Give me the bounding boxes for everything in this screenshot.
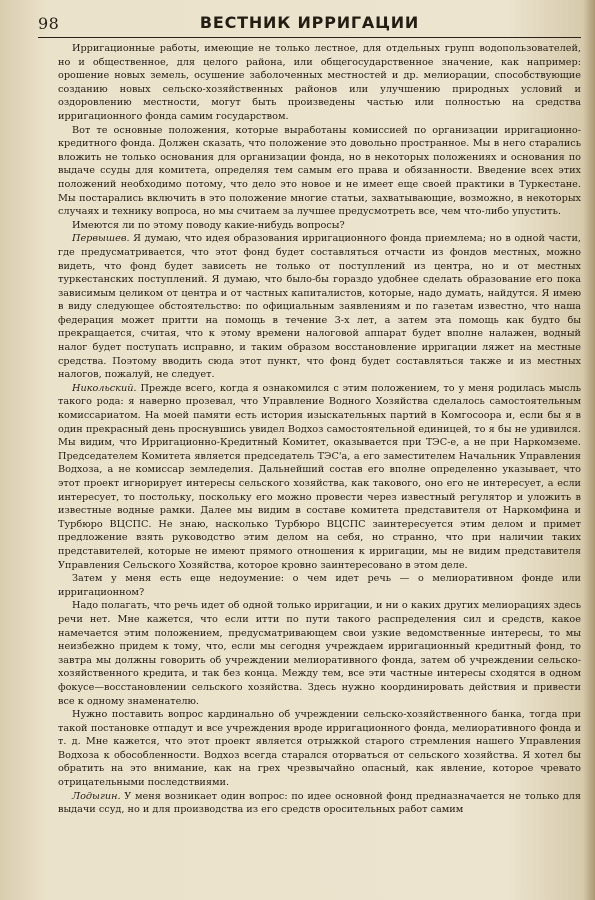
journal-title: ВЕСТНИК ИРРИГАЦИИ (199, 13, 420, 32)
paragraph (58, 219, 581, 233)
paragraph-text: Прежде всего, когда я ознакомился с этим положением, то у меня родилась мысль такого рода: я наверно прозевал, что Управление Водного Хозяйства сделалось самостоятельным комиссариатом. На моей памяти есть история изыскательных партий в Комгосоора и, если бы я в один прекрасный день проснувшись увидел Водхоз самостоятельной единицей, то я бы не удивился. Мы видим, что Ирригационно-Кредитный Комитет, оказывается при ТЭС-е, а не при Наркомземе. Председателем Комитета является председатель ТЭС'а, а его заместителем Начальник Управления Водхоза, а не комиссар земледелия. Дальнейший состав его вполне определенно указывает, что этот проект игнорирует интересы сельского хозяйства, как такового, оно его не интересует, а если интересует, то постольку, поскольку его можно провести через известный регулятор и уложить в известные водные рамки. Далее мы видим в составе комитета представителя от Наркомфина и Турбюро ВЦСПС. Не знаю, насколько Турбюро ВЦСПС заинтересуется этим делом и примет предложение взять руководство этим делом на себя, но странно, что при наличии таких представителей, которые не имеют прямого отношения к ирригации, мы не видим представителя Управления Сельского Хозяйства, которое кровно заинтересовано в этом деле. (58, 382, 581, 571)
article-body (58, 42, 581, 896)
speaker-name: Никольский. (72, 382, 137, 394)
paragraph-text: Нужно поставить вопрос кардинально об учреждении сельско-хозяйственного банка, тогда при такой постановке отпадут и все учреждения вроде ирригационного фонда, мелиоративного фонда и т. д. Мне кажется, что этот проект является отрыжкой старого стремления нашего Управления Водхоза к обособленности. Водхоз всегда старался оторваться от сельского хозяйства. Я хотел бы обратить на это внимание, как на грех чрезвычайно опасный, как явление, которое чревато отрицательными последствиями. (58, 709, 581, 789)
speaker-name: Первышев. (72, 233, 130, 245)
paragraph (58, 232, 581, 382)
paragraph-text: Ирригационные работы, имеющие не только лестное, для отдельных групп водопользователей, но и общественное, для целого района, или общегосударственное значение, как например: орошение новых земель, осушение заболоченных местностей и др. мелиорации, способствующие созданию новых сельско-хозяйственных районов или улучшению природных условий и оздоровлению местности, могут быть произведены частью или полностью на средства ирригационного фонда самим государством. (58, 43, 581, 122)
paragraph-text: У меня возникает один вопрос: по идее основной фонд предназначается не только для выдачи ссуд, но и для производства из его средств оросительных работ самим (58, 790, 581, 816)
paragraph (58, 42, 581, 124)
paragraph-text: Я думаю, что идея образования ирригационного фонда приемлема; но в одной части, где предусматривается, что этот фонд будет составляться отчасти из фондов местных, можно видеть, что фонд будет зависеть не только от поступлений из центра, но и от местных туркестанских поступлений. Я думаю, что было-бы гораздо удобнее сделать образование его пока зависимым целиком от центра и от частных капиталистов, которые, надо думать, найдутся. Я имею в виду следующее обстоятельство: по официальным заявлениям и по газетам известно, что наша федерация может притти на помощь в течение 3-х лет, а затем эта помощь как будто бы прекращается, считая, что к этому времени налоговой аппарат будет вполне налажен, водный налог будет поступать исправно, и таким образом восстановление ирригации ляжет на местные средства. Поэтому вводить сюда этот пункт, что фонд будет составляться также и из местных налогов, пожалуй, не следует. (58, 233, 581, 381)
paragraph-text: Имеются ли по этому поводу какие-нибудь вопросы? (72, 219, 345, 231)
page-header (38, 10, 581, 36)
paragraph (58, 708, 581, 790)
page-edge-shadow (583, 0, 595, 900)
paragraph-text: Вот те основные положения, которые выработаны комиссией по организации ирригационно-кредитного фонда. Должен сказать, что положение это довольно пространное. Мы в него старались вложить не только основания для организации фонда, но в некоторых положениях и основания по выдаче ссуды для комитета, определяя тем самым его права и обязанности. Введение всех этих положений необходимо потому, что дело это новое и не имеет еще своей практики в Туркестане. Мы постарались включить в это положение многие статьи, захватывающие, возможно, в некоторых случаях и технику вопроса, но мы считаем за лучшее предусмотреть все, чем что-либо упустить. (58, 124, 581, 218)
paragraph (58, 382, 581, 572)
paragraph (58, 124, 581, 219)
paragraph-text: Затем у меня есть еще недоумение: о чем идет речь — о мелиоративном фонде или ирригационном? (58, 573, 581, 598)
header-rule (38, 37, 581, 38)
paragraph (58, 599, 581, 708)
speaker-name: Лодыгин. (72, 790, 121, 802)
paragraph-text: Надо полагать, что речь идет об одной только ирригации, и ни о каких других мелиорациях здесь речи нет. Мне кажется, что если итти по пути такого распределения сил и средств, какое намечается этим положением, предусматривающем свои узкие ведомственные интересы, то мы неизбежно придем к тому, что, если мы сегодня учреждаем ирригационный кредитный фонд, то завтра мы должны говорить об учреждении мелиоративного фонда, затем об учреждении сельско-хозяйственного кредита, и так без конца. Между тем, все эти частные интересы сходятся в одном фокусе—восстановлении сельского хозяйства. Здесь нужно координировать действия и привести все к одному знаменателю. (58, 600, 581, 707)
paragraph (58, 572, 581, 599)
paragraph (58, 790, 581, 817)
page-number: 98 (38, 14, 60, 33)
